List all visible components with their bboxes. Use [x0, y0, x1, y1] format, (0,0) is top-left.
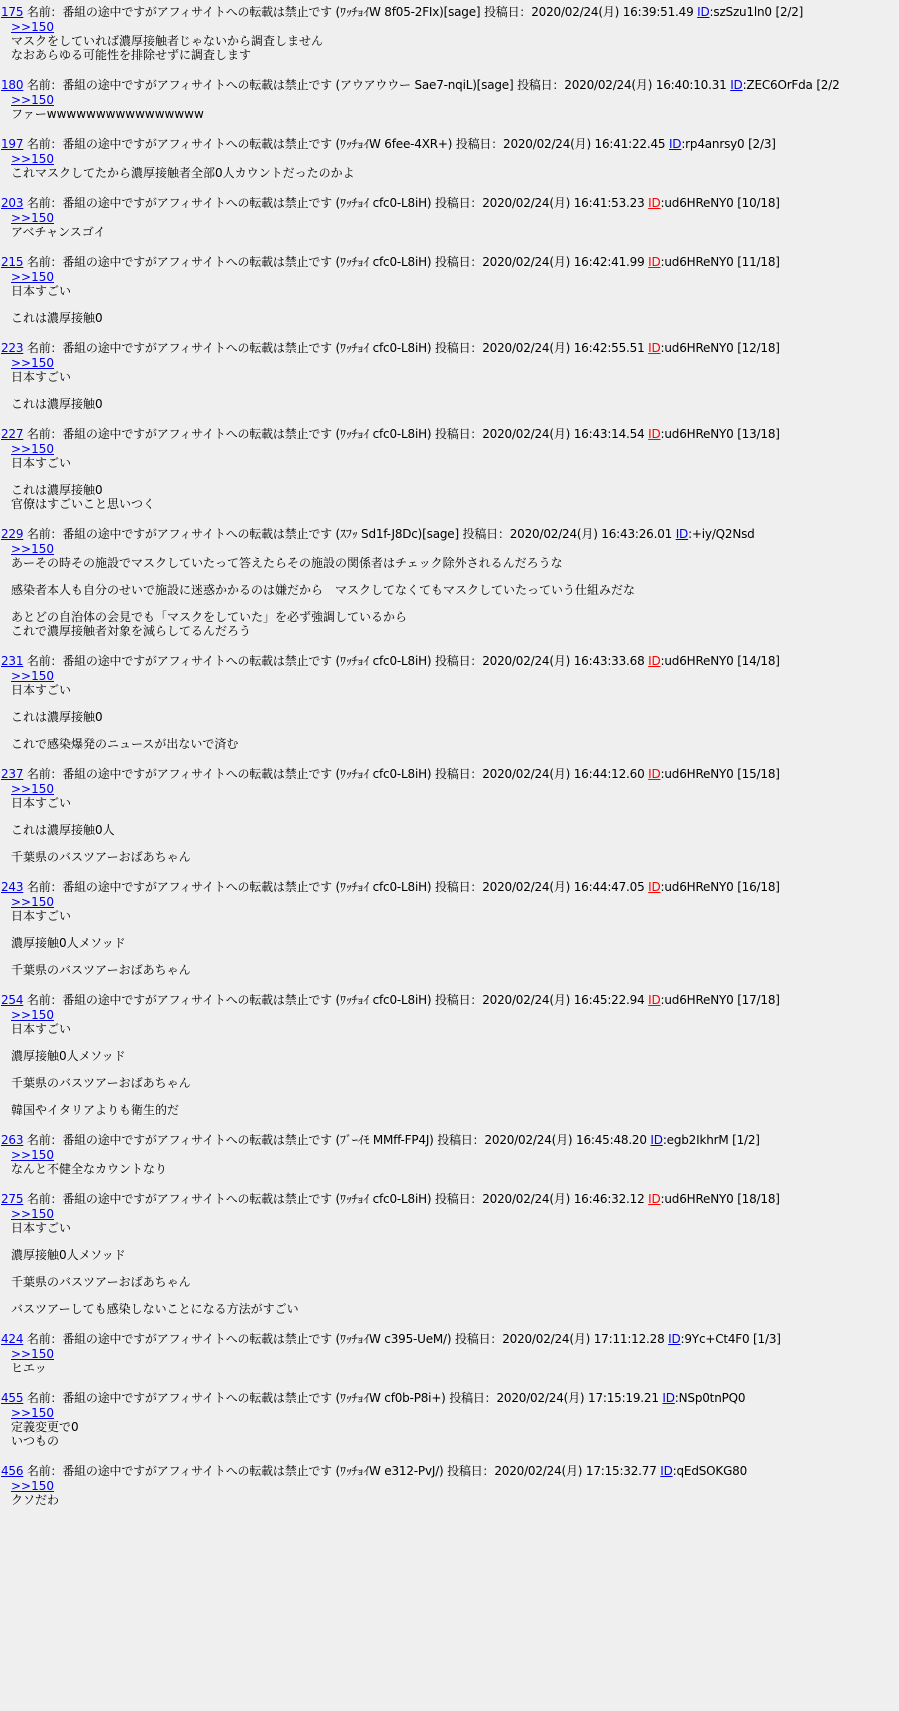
- poster-id-value: :NSp0tnPQ0: [674, 1391, 746, 1405]
- body-line: 韓国やイタリアよりも衛生的だ: [11, 1103, 180, 1117]
- poster-id-value: :szSzu1ln0 [2/2]: [709, 5, 804, 19]
- post-body: [1, 442, 899, 511]
- reply-anchor-link[interactable]: >>150: [11, 1347, 55, 1361]
- body-line: これは濃厚接触0: [11, 311, 103, 325]
- post-body: [1, 895, 899, 977]
- poster-id-link[interactable]: ID: [648, 654, 661, 668]
- post-body: [1, 356, 899, 411]
- body-blank-line: [11, 1289, 899, 1302]
- reply-anchor-link[interactable]: >>150: [11, 895, 55, 909]
- body-line: マスクをしていれば濃厚接触者じゃないから調査しません: [11, 34, 324, 48]
- post-number-link[interactable]: 180: [1, 78, 24, 92]
- poster-id-value: :ud6HReNY0 [12/18]: [660, 341, 780, 355]
- poster-id-value: :ud6HReNY0 [17/18]: [660, 993, 780, 1007]
- post-number-link[interactable]: 175: [1, 5, 24, 19]
- reply-anchor-link[interactable]: >>150: [11, 93, 55, 107]
- post-header: [1, 254, 899, 270]
- body-blank-line: [11, 724, 899, 737]
- post-number-link[interactable]: 229: [1, 527, 24, 541]
- post: [1, 254, 899, 325]
- poster-id-value: :egb2IkhrM [1/2]: [662, 1133, 760, 1147]
- reply-anchor-link[interactable]: >>150: [11, 1479, 55, 1493]
- body-line: これで濃厚接触者対象を減らしてるんだろう: [11, 624, 252, 638]
- poster-id-link[interactable]: ID: [648, 427, 661, 441]
- poster-id-link[interactable]: ID: [648, 993, 661, 1007]
- poster-id-value: :ud6HReNY0 [13/18]: [660, 427, 780, 441]
- reply-anchor-link[interactable]: >>150: [11, 20, 55, 34]
- post-body: [1, 211, 899, 239]
- post-header: [1, 136, 899, 152]
- body-blank-line: [11, 470, 899, 483]
- post-meta: 名前：番組の途中ですがアフィサイトへの転載は禁止です (ﾜｯﾁｮｲ cfc0-L8iH) 投稿日：2020/02/24(月) 16:41:53.23: [23, 196, 649, 210]
- post-number-link[interactable]: 197: [1, 137, 24, 151]
- poster-id-value: :ud6HReNY0 [16/18]: [660, 880, 780, 894]
- body-line: なんと不健全なカウントなり: [11, 1162, 168, 1176]
- poster-id-value: :ud6HReNY0 [18/18]: [660, 1192, 780, 1206]
- poster-id-link[interactable]: ID: [662, 1391, 675, 1405]
- post-body: [1, 1148, 899, 1176]
- body-blank-line: [11, 1090, 899, 1103]
- post-header: [1, 879, 899, 895]
- reply-anchor-link[interactable]: >>150: [11, 542, 55, 556]
- body-blank-line: [11, 384, 899, 397]
- post: [1, 1331, 899, 1375]
- post-meta: 名前：番組の途中ですがアフィサイトへの転載は禁止です (ﾜｯﾁｮｲW 8f05-2FIx)[sage] 投稿日：2020/02/24(月) 16:39:51.49: [23, 5, 698, 19]
- post-body: [1, 270, 899, 325]
- post: [1, 992, 899, 1117]
- post-meta: 名前：番組の途中ですがアフィサイトへの転載は禁止です (アウアウウー Sae7-nqiL)[sage] 投稿日：2020/02/24(月) 16:40:10.31: [23, 78, 731, 92]
- body-line: 千葉県のバスツアーおばあちゃん: [11, 1076, 191, 1090]
- post: [1, 526, 899, 638]
- body-line: これは濃厚接触0: [11, 397, 103, 411]
- poster-id-link[interactable]: ID: [648, 196, 661, 210]
- body-blank-line: [11, 697, 899, 710]
- post: [1, 879, 899, 977]
- post-number-link[interactable]: 223: [1, 341, 24, 355]
- body-line: これは濃厚接触0: [11, 710, 103, 724]
- reply-anchor-link[interactable]: >>150: [11, 1148, 55, 1162]
- body-line: 日本すごい: [11, 796, 72, 810]
- post-number-link[interactable]: 254: [1, 993, 24, 1007]
- post-header: [1, 653, 899, 669]
- body-line: なおあらゆる可能性を排除せずに調査します: [11, 48, 252, 62]
- body-line: 日本すごい: [11, 1022, 72, 1036]
- poster-id-value: :ud6HReNY0 [14/18]: [660, 654, 780, 668]
- post-header: [1, 340, 899, 356]
- post-number-link[interactable]: 231: [1, 654, 24, 668]
- body-line: これは濃厚接触0人: [11, 823, 115, 837]
- post-body: [1, 1008, 899, 1117]
- post-meta: 名前：番組の途中ですがアフィサイトへの転載は禁止です (ﾜｯﾁｮｲ cfc0-L8iH) 投稿日：2020/02/24(月) 16:45:22.94: [23, 993, 649, 1007]
- body-line: 日本すごい: [11, 284, 72, 298]
- body-line: あーその時その施設でマスクしていたって答えたらその施設の関係者はチェック除外されるんだろうな: [11, 556, 563, 570]
- post: [1, 195, 899, 239]
- body-line: 日本すごい: [11, 456, 72, 470]
- poster-id-value: :rp4anrsy0 [2/3]: [681, 137, 776, 151]
- post-number-link[interactable]: 237: [1, 767, 24, 781]
- reply-anchor-link[interactable]: >>150: [11, 669, 55, 683]
- body-line: 日本すごい: [11, 683, 72, 697]
- reply-anchor-link[interactable]: >>150: [11, 152, 55, 166]
- poster-id-link[interactable]: ID: [648, 1192, 661, 1206]
- post-header: [1, 526, 899, 542]
- body-line: 濃厚接触0人メソッド: [11, 1049, 126, 1063]
- poster-id-link[interactable]: ID: [675, 527, 689, 541]
- post: [1, 77, 899, 121]
- post-body: [1, 1406, 899, 1448]
- body-line: 千葉県のバスツアーおばあちゃん: [11, 963, 191, 977]
- body-line: アベチャンスゴイ: [11, 225, 106, 239]
- post-number-link[interactable]: 456: [1, 1464, 24, 1478]
- post: [1, 1390, 899, 1448]
- body-blank-line: [11, 1063, 899, 1076]
- body-line: クソだわ: [11, 1493, 60, 1507]
- post-meta: 名前：番組の途中ですがアフィサイトへの転載は禁止です (ﾜｯﾁｮｲ cfc0-L8iH) 投稿日：2020/02/24(月) 16:42:41.99: [23, 255, 649, 269]
- reply-anchor-link[interactable]: >>150: [11, 782, 55, 796]
- post-header: [1, 1132, 899, 1148]
- post-number-link[interactable]: 455: [1, 1391, 24, 1405]
- post: [1, 1463, 899, 1507]
- body-line: 日本すごい: [11, 909, 72, 923]
- reply-anchor-link[interactable]: >>150: [11, 1207, 55, 1221]
- post-meta: 名前：番組の途中ですがアフィサイトへの転載は禁止です (ﾜｯﾁｮｲW c395-UeM/) 投稿日：2020/02/24(月) 17:11:12.28: [23, 1332, 669, 1346]
- body-line: ヒエッ: [11, 1361, 47, 1375]
- poster-id-link[interactable]: ID: [648, 880, 661, 894]
- post-number-link[interactable]: 215: [1, 255, 24, 269]
- post-header: [1, 77, 899, 93]
- poster-id-value: :ud6HReNY0 [15/18]: [660, 767, 780, 781]
- body-blank-line: [11, 837, 899, 850]
- body-blank-line: [11, 1262, 899, 1275]
- body-line: これは濃厚接触0: [11, 483, 103, 497]
- poster-id-link[interactable]: ID: [697, 5, 710, 19]
- post-body: [1, 782, 899, 864]
- post-number-link[interactable]: 275: [1, 1192, 24, 1206]
- reply-anchor-link[interactable]: >>150: [11, 442, 55, 456]
- body-line: あとどの自治体の会見でも「マスクをしていた」を必ず強調しているから: [11, 610, 408, 624]
- post-meta: 名前：番組の途中ですがアフィサイトへの転載は禁止です (ﾜｯﾁｮｲ cfc0-L8iH) 投稿日：2020/02/24(月) 16:44:12.60: [23, 767, 649, 781]
- body-line: いつもの: [11, 1434, 60, 1448]
- body-blank-line: [11, 950, 899, 963]
- body-line: 日本すごい: [11, 370, 72, 384]
- reply-anchor-link[interactable]: >>150: [11, 1406, 55, 1420]
- post-meta: 名前：番組の途中ですがアフィサイトへの転載は禁止です (ﾜｯﾁｮｲ cfc0-L8iH) 投稿日：2020/02/24(月) 16:43:33.68: [23, 654, 649, 668]
- post: [1, 1191, 899, 1316]
- poster-id-value: :qEdSOKG80: [672, 1464, 748, 1478]
- post-meta: 名前：番組の途中ですがアフィサイトへの転載は禁止です (ﾜｯﾁｮｲW e312-PvJ/) 投稿日：2020/02/24(月) 17:15:32.77: [23, 1464, 661, 1478]
- post-body: [1, 1347, 899, 1375]
- post-meta: 名前：番組の途中ですがアフィサイトへの転載は禁止です (ﾜｯﾁｮｲ cfc0-L8iH) 投稿日：2020/02/24(月) 16:43:14.54: [23, 427, 649, 441]
- body-blank-line: [11, 570, 899, 583]
- poster-id-link[interactable]: ID: [650, 1133, 663, 1147]
- body-line: 濃厚接触0人メソッド: [11, 1248, 126, 1262]
- post-body: [1, 93, 899, 121]
- post-meta: 名前：番組の途中ですがアフィサイトへの転載は禁止です (ﾜｯﾁｮｲ cfc0-L8iH) 投稿日：2020/02/24(月) 16:46:32.12: [23, 1192, 649, 1206]
- post-header: [1, 1463, 899, 1479]
- poster-id-link[interactable]: ID: [668, 137, 682, 151]
- poster-id-link[interactable]: ID: [648, 255, 661, 269]
- body-line: ファーwwwwwwwwwwwwwwww: [11, 107, 204, 121]
- post-body: [1, 20, 899, 62]
- post: [1, 653, 899, 751]
- poster-id-value: :ud6HReNY0 [10/18]: [660, 196, 780, 210]
- post-number-link[interactable]: 424: [1, 1332, 24, 1346]
- post-meta: 名前：番組の途中ですがアフィサイトへの転載は禁止です (ﾜｯﾁｮｲ cfc0-L8iH) 投稿日：2020/02/24(月) 16:44:47.05: [23, 880, 649, 894]
- poster-id-link[interactable]: ID: [730, 78, 743, 92]
- body-blank-line: [11, 1036, 899, 1049]
- body-line: 濃厚接触0人メソッド: [11, 936, 126, 950]
- post-meta: 名前：番組の途中ですがアフィサイトへの転載は禁止です (ﾜｯﾁｮｲ cfc0-L8iH) 投稿日：2020/02/24(月) 16:42:55.51: [23, 341, 649, 355]
- post: [1, 340, 899, 411]
- poster-id-value: :ud6HReNY0 [11/18]: [660, 255, 780, 269]
- post-body: [1, 669, 899, 751]
- poster-id-value: :9Yc+Ct4F0 [1/3]: [680, 1332, 781, 1346]
- post-meta: 名前：番組の途中ですがアフィサイトへの転載は禁止です (ﾜｯﾁｮｲW 6fee-4XR+) 投稿日：2020/02/24(月) 16:41:22.45: [23, 137, 669, 151]
- body-line: これマスクしてたから濃厚接触者全部0人カウントだったのかよ: [11, 166, 355, 180]
- post-number-link[interactable]: 263: [1, 1133, 24, 1147]
- post-header: [1, 195, 899, 211]
- reply-anchor-link[interactable]: >>150: [11, 270, 55, 284]
- body-blank-line: [11, 597, 899, 610]
- post-number-link[interactable]: 243: [1, 880, 24, 894]
- reply-anchor-link[interactable]: >>150: [11, 211, 55, 225]
- post-meta: 名前：番組の途中ですがアフィサイトへの転載は禁止です (ﾌﾞｰｲﾓ MMff-FP4J) 投稿日：2020/02/24(月) 16:45:48.20: [23, 1133, 651, 1147]
- body-line: 千葉県のバスツアーおばあちゃん: [11, 1275, 191, 1289]
- body-line: 千葉県のバスツアーおばあちゃん: [11, 850, 191, 864]
- post-header: [1, 766, 899, 782]
- poster-id-link[interactable]: ID: [668, 1332, 681, 1346]
- post: [1, 766, 899, 864]
- post: [1, 1132, 899, 1176]
- body-blank-line: [11, 923, 899, 936]
- body-line: これで感染爆発のニュースが出ないで済む: [11, 737, 239, 751]
- body-line: 官僚はすごいこと思いつく: [11, 497, 156, 511]
- post-header: [1, 1390, 899, 1406]
- post-header: [1, 1191, 899, 1207]
- post-number-link[interactable]: 203: [1, 196, 24, 210]
- body-blank-line: [11, 298, 899, 311]
- body-line: 感染者本人も自分のせいで施設に迷惑かかるのは嫌だから マスクしてなくてもマスクしていたっていう仕組みだな: [11, 583, 636, 597]
- post-meta: 名前：番組の途中ですがアフィサイトへの転載は禁止です (ｽﾌｯ Sd1f-J8Dc)[sage] 投稿日：2020/02/24(月) 16:43:26.01: [23, 527, 676, 541]
- reply-anchor-link[interactable]: >>150: [11, 1008, 55, 1022]
- post-body: [1, 1207, 899, 1316]
- post-number-link[interactable]: 227: [1, 427, 24, 441]
- poster-id-link[interactable]: ID: [648, 767, 661, 781]
- body-line: バスツアーしても感染しないことになる方法がすごい: [11, 1302, 299, 1316]
- post-header: [1, 4, 899, 20]
- poster-id-value: :ZEC6OrFda [2/2: [742, 78, 840, 92]
- poster-id-link[interactable]: ID: [660, 1464, 673, 1478]
- poster-id-link[interactable]: ID: [648, 341, 661, 355]
- poster-id-value: :+iy/Q2Nsd: [688, 527, 755, 541]
- post: [1, 136, 899, 180]
- post: [1, 426, 899, 511]
- body-blank-line: [11, 1235, 899, 1248]
- body-line: 日本すごい: [11, 1221, 72, 1235]
- post-body: [1, 152, 899, 180]
- post-header: [1, 1331, 899, 1347]
- body-line: 定義変更で0: [11, 1420, 79, 1434]
- post-header: [1, 992, 899, 1008]
- post-meta: 名前：番組の途中ですがアフィサイトへの転載は禁止です (ﾜｯﾁｮｲW cf0b-P8i+) 投稿日：2020/02/24(月) 17:15:19.21: [23, 1391, 663, 1405]
- post-body: [1, 542, 899, 638]
- post: [1, 4, 899, 62]
- post-header: [1, 426, 899, 442]
- post-body: [1, 1479, 899, 1507]
- reply-anchor-link[interactable]: >>150: [11, 356, 55, 370]
- body-blank-line: [11, 810, 899, 823]
